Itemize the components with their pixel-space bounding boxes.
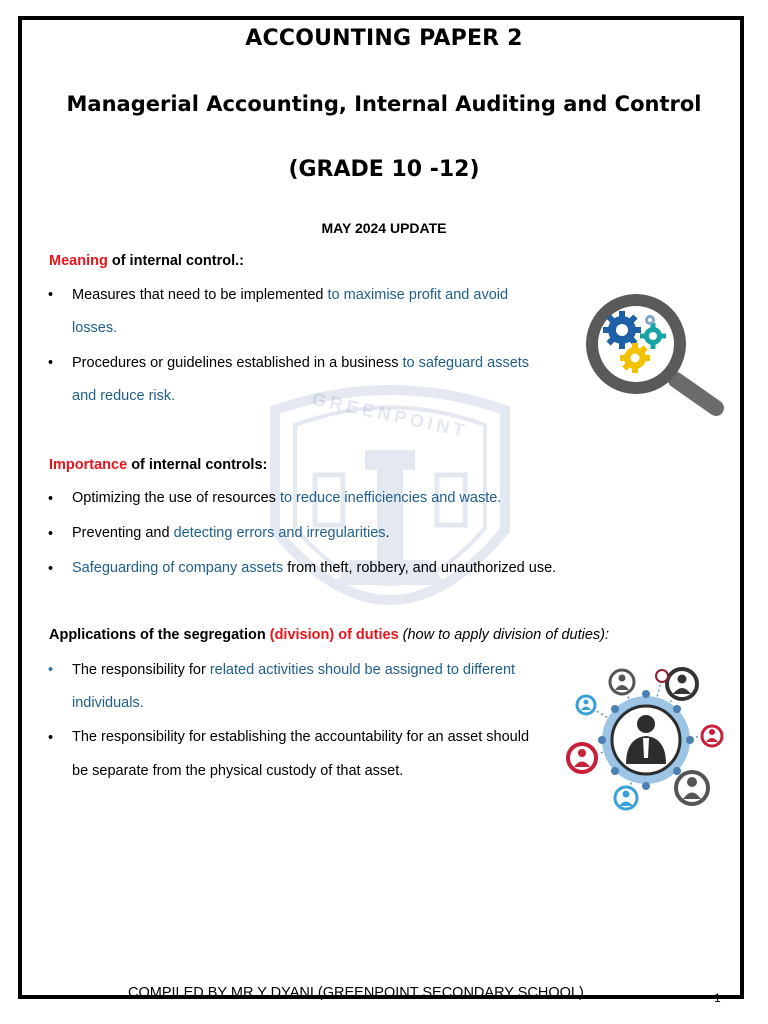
document-subtitle: Managerial Accounting, Internal Auditing and Control <box>66 92 702 116</box>
importance-b2-highlight: detecting errors and irregularities <box>173 525 386 541</box>
people-network-icon <box>562 660 726 818</box>
importance-bullet-1 <box>72 482 501 516</box>
meaning-b2-text: Procedures or guidelines established in a business <box>72 355 403 371</box>
meaning-heading-rest: of internal control.: <box>107 253 244 269</box>
importance-b3-highlight: Safeguarding of company assets <box>72 560 284 576</box>
segregation-bullet-1-line-2: individuals. <box>72 695 144 711</box>
importance-heading <box>49 457 267 473</box>
importance-b3-text: from theft, robbery, and unauthorized use. <box>283 560 557 576</box>
bullet-icon: • <box>48 561 54 577</box>
importance-b1-text: Optimizing the use of resources <box>72 490 280 506</box>
meaning-bullet-1-line-1 <box>72 279 508 313</box>
segregation-heading-red: (division) of duties <box>269 627 399 643</box>
segregation-heading-black: Applications of the segregation <box>49 627 270 643</box>
segregation-b1-highlight: related activities should be assigned to different <box>209 662 516 678</box>
segregation-bullet-1-line-1 <box>72 654 515 688</box>
importance-heading-red: Importance <box>49 457 128 473</box>
segregation-heading <box>49 627 609 643</box>
importance-bullet-3 <box>72 552 556 586</box>
grade-label: (GRADE 10 -12) <box>288 157 480 182</box>
page-number: 1 <box>714 991 721 1005</box>
meaning-b1-highlight: to maximise profit and avoid <box>327 287 509 303</box>
importance-b1-highlight: to reduce inefficiencies and waste. <box>279 490 502 506</box>
meaning-b2-highlight: to safeguard assets <box>402 355 530 371</box>
footer-compiled-by: COMPILED BY MR Y DYANI (GREENPOINT SECONDARY SCHOOL) <box>128 985 584 1001</box>
importance-b2-text: Preventing and <box>72 525 174 541</box>
importance-bullet-2 <box>72 517 390 551</box>
meaning-b1-text: Measures that need to be implemented <box>72 287 328 303</box>
bullet-icon: • <box>48 355 54 371</box>
bullet-icon: • <box>48 287 54 303</box>
segregation-bullet-2-line-1: The responsibility for establishing the accountability for an asset should <box>72 729 530 745</box>
segregation-heading-italic: (how to apply division of duties): <box>398 627 609 643</box>
document-title: ACCOUNTING PAPER 2 <box>245 26 523 51</box>
segregation-bullet-2-line-2: be separate from the physical custody of that asset. <box>72 763 404 779</box>
bullet-icon: • <box>48 730 54 746</box>
meaning-heading-red: Meaning <box>49 253 108 269</box>
segregation-b1-text: The responsibility for <box>72 662 210 678</box>
meaning-bullet-2-line-1 <box>72 347 529 381</box>
importance-b2-end: . <box>385 525 390 541</box>
watermark-text: GREENPOINT <box>310 388 470 442</box>
magnifier-gears-icon <box>578 288 726 420</box>
importance-heading-rest: of internal controls: <box>127 457 268 473</box>
bullet-icon: • <box>48 491 54 507</box>
update-label: MAY 2024 UPDATE <box>321 220 447 236</box>
bullet-icon: • <box>48 662 54 678</box>
bullet-icon: • <box>48 526 54 542</box>
meaning-bullet-1-line-2: losses. <box>72 320 118 336</box>
meaning-bullet-2-line-2: and reduce risk. <box>72 388 176 404</box>
meaning-heading <box>49 253 244 269</box>
